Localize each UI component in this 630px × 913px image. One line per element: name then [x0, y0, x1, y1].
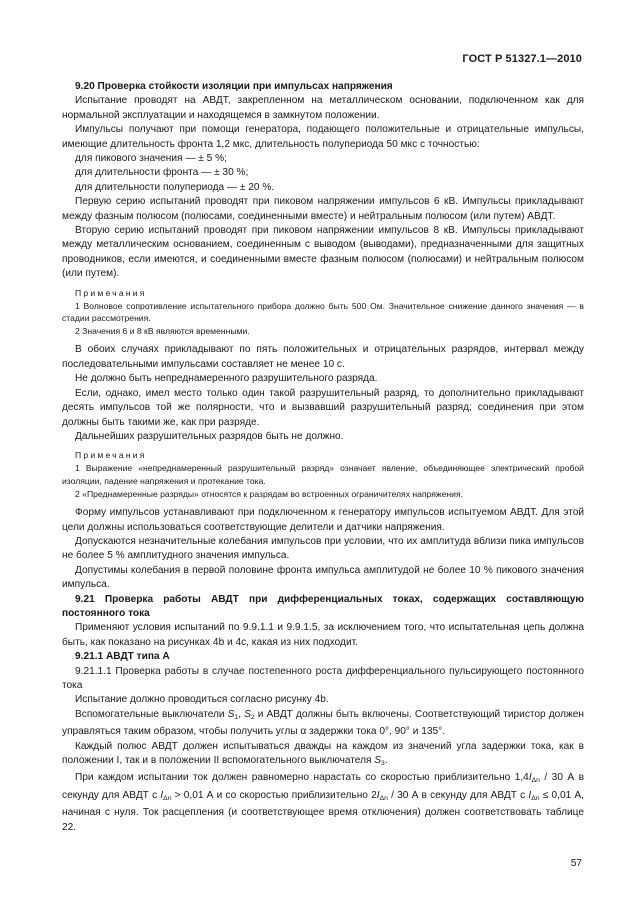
text-run: / 30 А в секунду для АВДТ с: [62, 772, 584, 801]
page-content: [62, 80, 584, 835]
text-run: и АВДТ должны быть включены. Соответствующий тиристор должен управляться таким образом, чтобы получить углы α задержки тока 0°, 90° и 135°.: [62, 708, 584, 738]
paragraph: Первую серию испытаний проводят при пиковом напряжении импульсов 6 кВ. Импульсы прикладывают между фазным полюсом (полюсами, соединенными вместе) и нейтральным полюсом (или путем) АВДТ.: [62, 196, 584, 222]
paragraph-switches: [62, 708, 584, 740]
symbol-s: S: [227, 708, 235, 720]
subscript: 2: [250, 713, 255, 721]
paragraph: Импульсы получают при помощи генератора, подающего положительные и отрицательные импульсы, имеющие длительность фронта 1,2 мкс, длительность полупериода 50 мкс с точностью:: [62, 124, 584, 150]
paragraph: Применяют условия испытаний по 9.9.1.1 и 9.9.1.5, за исключением того, что испытательная цепь должна быть, как показано на рисунках 4b и 4c, какая из них подходит.: [62, 622, 584, 648]
subscript: Δn: [163, 794, 172, 802]
text-run: Вспомогательные выключатели: [75, 708, 228, 720]
section-9-20-heading: 9.20 Проверка стойкости изоляции при импульсах напряжения: [75, 81, 393, 92]
tolerance-item: для длительности фронта — ± 30 %;: [75, 167, 249, 179]
standard-number: ГОСТ Р 51327.1—2010: [462, 53, 582, 65]
paragraph: Испытание должно проводиться согласно рисунку 4b.: [75, 694, 329, 706]
notes-title: Примечания: [75, 287, 147, 298]
paragraph: Форму импульсов устанавливают при подключенном к генератору импульсов испытуемом АВДТ. Для этой цели должны использоваться соответствующие делители и датчики напряжения.: [62, 507, 584, 533]
section-9-21-1-heading: 9.21.1 АВДТ типа А: [75, 651, 170, 663]
paragraph-poles: [62, 740, 584, 772]
note-item: 1 Выражение «непреднамеренный разрушительный разряд» означает явление, объединяющее электрический пробой изоляции, падение напряжения и протекание тока.: [62, 463, 584, 486]
symbol-i: I: [376, 789, 380, 801]
tolerance-item: для пикового значения — ± 5 %;: [75, 153, 227, 165]
symbol-i: I: [528, 789, 532, 801]
symbol-s: S: [244, 708, 251, 720]
subscript: Δn: [531, 777, 540, 785]
paragraph: Дальнейших разрушительных разрядов быть не должно.: [75, 430, 344, 442]
paragraph-current-rate: [62, 771, 584, 835]
text-run: Каждый полюс АВДТ должен испытываться дважды на каждом из значений угла задержки тока, как в положении I, так и в положении II вспомогательного выключателя: [62, 740, 584, 766]
paragraph: Вторую серию испытаний проводят при пиковом напряжении импульсов 8 кВ. Импульсы прикладывают между металлическим основанием, соединенным с выводом (выводами), предназначенными для защитных проводников, если имеются, и соединенными вместе фазным полюсом (полюсами) и нейтральным полюсом (или путем).: [62, 225, 584, 280]
subscript: 1: [234, 713, 239, 721]
subscript: 3: [381, 760, 385, 767]
text-run: .: [384, 755, 388, 766]
paragraph: В обоих случаях прикладывают по пять положительных и отрицательных разрядов, интервал между последовательными импульсами составляет не менее 10 с.: [62, 344, 584, 370]
paragraph: Не должно быть непреднамеренного разрушительного разряда.: [75, 373, 378, 385]
note-item: 2 «Преднамеренные разряды» относятся к разрядам во встроенных ограничителях напряжения.: [75, 488, 464, 499]
note-item: 2 Значения 6 и 8 кВ являются временными.: [75, 325, 250, 336]
page-number: 57: [570, 858, 582, 869]
note-item: 1 Волновое сопротивление испытательного прибора должно быть 500 Ом. Значительное снижение данного значения — в стадии рассмотрения.: [62, 300, 584, 324]
paragraph: 9.21.1.1 Проверка работы в случае постепенного роста дифференциального пульсирующего постоянного тока: [62, 665, 584, 691]
symbol-i: I: [528, 772, 532, 784]
notes-title: Примечания: [75, 450, 147, 461]
paragraph: Испытание проводят на АВДТ, закрепленном на металлическом основании, подключенном как для нормальной эксплуатации и находящемся в замкнутом положении.: [62, 95, 584, 121]
paragraph: Допускаются незначительные колебания импульсов при условии, что их амплитуда вблизи пика импульсов не более 5 % амплитудного значения импульса.: [62, 535, 584, 562]
paragraph: Допустимы колебания в первой половине фронта импульса амплитудой не более 10 % пикового значения импульса.: [62, 564, 584, 591]
tolerance-item: для длительности полупериода — ± 20 %.: [75, 181, 275, 193]
subscript: Δn: [531, 794, 540, 802]
text-run: ≤ 0,01 А, начиная с нуля. Ток расцепления (и соответствующее время отключения) должен соответствовать таблице 22.: [62, 789, 584, 833]
text-run: При каждом испытании ток должен равномерно нарастать со скоростью приблизительно 1,4: [75, 772, 529, 784]
subscript: Δn: [379, 794, 388, 802]
symbol-s: S: [374, 755, 382, 766]
text-run: / 30 А в секунду для АВДТ с: [387, 789, 529, 801]
text-run: > 0,01 А и со скоростью приблизительно 2: [171, 789, 377, 801]
text-run: ,: [238, 708, 245, 720]
paragraph: Если, однако, имел место только один такой разрушительный разряд, то дополнительно прикладывают десять импульсов той же полярности, что и вызвавший разрушительный разряд; соединения при этом должны быть такими же, как при разряде.: [62, 387, 584, 428]
symbol-i: I: [160, 789, 164, 801]
section-9-21-heading: 9.21 Проверка работы АВДТ при дифференциальных токах, содержащих составляющую постоянного тока: [62, 593, 584, 619]
